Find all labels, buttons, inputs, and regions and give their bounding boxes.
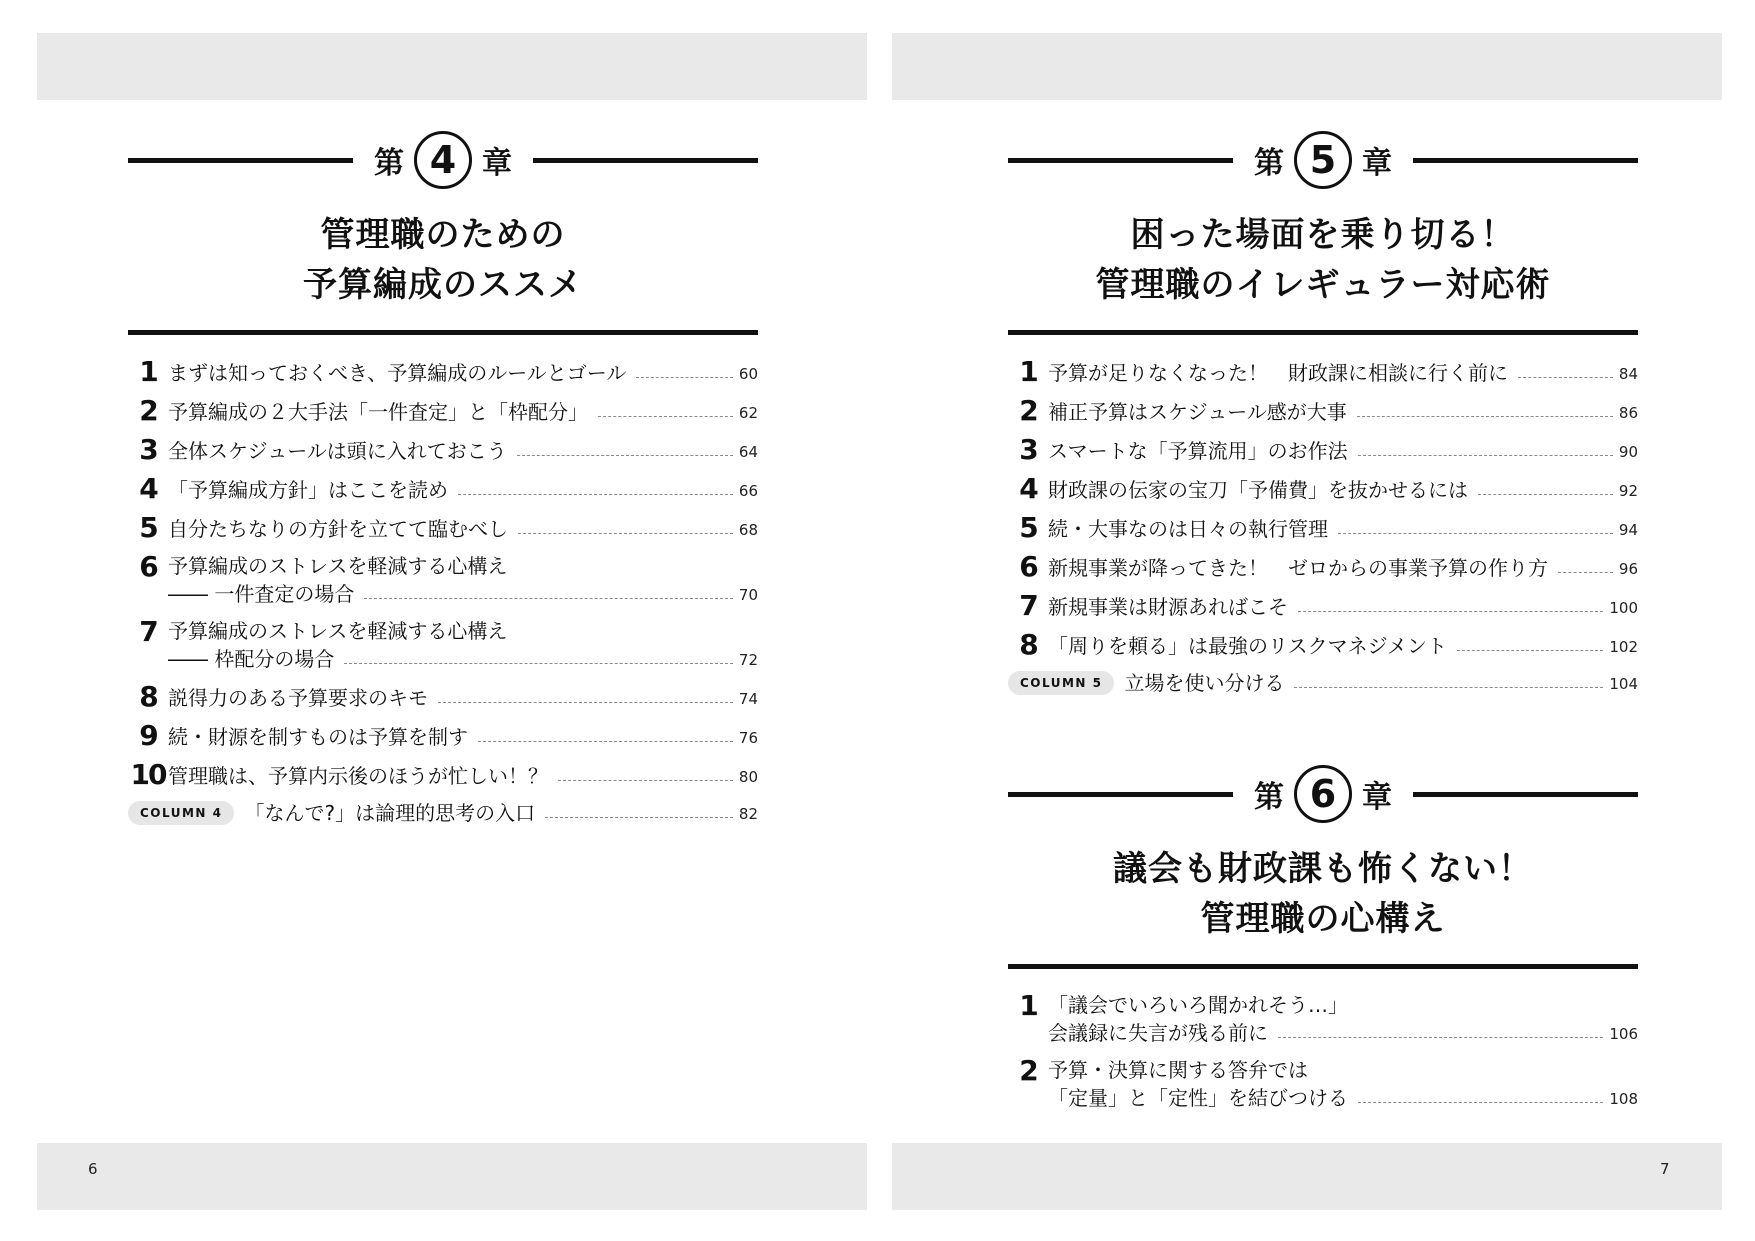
toc-item[interactable]	[128, 721, 758, 751]
toc-item-subtitle: ―― 枠配分の場合	[168, 647, 335, 671]
toc-item-number: 5	[1019, 511, 1037, 544]
chapter-5	[1008, 128, 1638, 706]
toc-item-number: 8	[139, 680, 157, 713]
toc-item-number: 4	[1019, 472, 1037, 505]
toc-item[interactable]	[128, 435, 758, 465]
toc-item-page: 60	[738, 365, 758, 383]
dot-leader	[438, 702, 733, 703]
bottom-band-left	[37, 1143, 867, 1210]
toc-item-title-line1: 予算編成のストレスを軽減する心構え	[168, 554, 508, 578]
toc-item-number: 7	[139, 615, 157, 648]
chapter-title-line: 管理職のイレギュラー対応術	[1095, 265, 1551, 305]
toc-item-number: 3	[139, 433, 157, 466]
toc-item-title: 新規事業が降ってきた！ ゼロからの事業予算の作り方	[1048, 556, 1548, 580]
toc-item-page: 84	[1618, 365, 1638, 383]
chapter-5-toc	[1008, 357, 1638, 697]
chapter-6-toc	[1008, 991, 1638, 1112]
chapter-4-toc	[128, 357, 758, 827]
dot-leader	[545, 817, 733, 818]
toc-item[interactable]	[128, 617, 758, 673]
toc-item-number: 8	[1019, 628, 1037, 661]
dot-leader	[598, 416, 733, 417]
toc-item-page: 72	[738, 651, 758, 669]
chapter-sho: 章	[1362, 780, 1392, 815]
chapter-number-circle: 6	[1294, 765, 1352, 823]
chapter-4-heading	[128, 128, 758, 192]
chapter-title-line: 予算編成のススメ	[303, 265, 583, 305]
toc-item-title-line1: 「議会でいろいろ聞かれそう…」	[1048, 993, 1348, 1017]
toc-item-number: 7	[1019, 589, 1037, 622]
dot-leader	[517, 455, 733, 456]
toc-item-subtitle: 会議録に失言が残る前に	[1048, 1021, 1268, 1045]
toc-item-title: 自分たちなりの方針を立てて臨むべし	[168, 517, 508, 541]
chapter-title-line: 管理職の心構え	[1200, 899, 1446, 939]
toc-item[interactable]	[1008, 1056, 1638, 1112]
toc-item[interactable]	[1008, 591, 1638, 621]
toc-item-number: 5	[139, 511, 157, 544]
chapter-5-title	[1008, 210, 1638, 310]
toc-item-title: 続・大事なのは日々の執行管理	[1048, 517, 1328, 541]
chapter-title-line: 議会も財政課も怖くない！	[1113, 849, 1533, 889]
toc-item-page: 70	[738, 586, 758, 604]
toc-item-title: 財政課の伝家の宝刀「予備費」を抜かせるには	[1048, 478, 1468, 502]
toc-column-title: 「なんで?」は論理的思考の入口	[244, 801, 536, 825]
toc-item-page: 90	[1618, 443, 1638, 461]
toc-item-page: 100	[1609, 599, 1638, 617]
column-badge: COLUMN 4	[128, 801, 234, 825]
toc-item-page: 76	[738, 729, 758, 747]
toc-item-title: スマートな「予算流用」のお作法	[1048, 439, 1348, 463]
chapter-title-rule	[1008, 330, 1638, 335]
chapter-title-line: 管理職のための	[320, 215, 566, 255]
chapter-6	[1008, 762, 1638, 1121]
bottom-band-right	[892, 1143, 1722, 1210]
dot-leader	[1558, 572, 1613, 573]
toc-item[interactable]	[128, 513, 758, 543]
toc-item-page: 66	[738, 482, 758, 500]
page-number-left: 6	[88, 1160, 98, 1178]
dot-leader	[458, 494, 733, 495]
dot-leader	[1357, 416, 1613, 417]
chapter-dai: 第	[1254, 780, 1284, 815]
chapter-sho: 章	[482, 146, 512, 181]
dot-leader	[1358, 1102, 1603, 1103]
toc-item-title: 全体スケジュールは頭に入れておこう	[168, 439, 507, 463]
dot-leader	[478, 741, 733, 742]
page-number-right: 7	[1660, 1160, 1670, 1178]
toc-item-number: 3	[1019, 433, 1037, 466]
column-badge: COLUMN 5	[1008, 671, 1114, 695]
toc-item-page: 106	[1609, 1025, 1638, 1043]
chapter-title-rule	[128, 330, 758, 335]
dot-leader	[1338, 533, 1613, 534]
chapter-title-line: 困った場面を乗り切る！	[1130, 215, 1516, 255]
toc-item-title: 続・財源を制すものは予算を制す	[168, 725, 468, 749]
toc-item-title: まずは知っておくべき、予算編成のルールとゴール	[168, 361, 627, 385]
toc-item-title-line1: 予算・決算に関する答弁では	[1048, 1058, 1308, 1082]
toc-item[interactable]	[1008, 396, 1638, 426]
toc-item-page: 96	[1618, 560, 1638, 578]
toc-item-title: 予算編成の２大手法「一件査定」と「枠配分」	[168, 400, 588, 424]
toc-item-number: 1	[1019, 989, 1037, 1022]
toc-item-page: 94	[1618, 521, 1638, 539]
toc-item[interactable]	[128, 357, 758, 387]
chapter-number-circle: 4	[414, 131, 472, 189]
toc-item[interactable]	[1008, 357, 1638, 387]
toc-item-page: 108	[1609, 1090, 1638, 1108]
toc-item-number: 1	[139, 355, 157, 388]
toc-item-title: 補正予算はスケジュール感が大事	[1048, 400, 1347, 424]
toc-item[interactable]	[1008, 630, 1638, 660]
toc-item-page: 80	[738, 768, 758, 786]
toc-item-number: 1	[1019, 355, 1037, 388]
dot-leader	[558, 780, 733, 781]
chapter-number-circle: 5	[1294, 131, 1352, 189]
top-band-right	[892, 33, 1722, 100]
toc-item-page: 64	[738, 443, 758, 461]
dot-leader	[636, 377, 733, 378]
dot-leader	[364, 598, 733, 599]
dot-leader	[1457, 650, 1603, 651]
toc-item-number: 2	[1019, 1054, 1037, 1087]
toc-item-number: 10	[130, 758, 166, 791]
toc-item-title: 新規事業は財源あればこそ	[1048, 595, 1288, 619]
toc-item-page: 68	[738, 521, 758, 539]
dot-leader	[518, 533, 733, 534]
toc-item-page: 92	[1618, 482, 1638, 500]
chapter-dai: 第	[1254, 146, 1284, 181]
toc-item-title: 説得力のある予算要求のキモ	[168, 686, 428, 710]
chapter-title-rule	[1008, 964, 1638, 969]
toc-item[interactable]	[1008, 435, 1638, 465]
chapter-5-heading	[1008, 128, 1638, 192]
chapter-dai: 第	[374, 146, 404, 181]
dot-leader	[1358, 455, 1613, 456]
toc-item[interactable]	[128, 682, 758, 712]
dot-leader	[1518, 377, 1613, 378]
toc-item-page: 86	[1618, 404, 1638, 422]
toc-item[interactable]	[1008, 474, 1638, 504]
toc-item-page: 62	[738, 404, 758, 422]
toc-item[interactable]	[1008, 552, 1638, 582]
dot-leader	[1478, 494, 1613, 495]
toc-item-number: 6	[1019, 550, 1037, 583]
toc-item[interactable]	[128, 552, 758, 608]
toc-item[interactable]	[128, 474, 758, 504]
toc-item-title: 管理職は、予算内示後のほうが忙しい！？	[168, 764, 548, 788]
chapter-4-title	[128, 210, 758, 310]
dot-leader	[1294, 687, 1603, 688]
toc-item-title: 予算が足りなくなった！ 財政課に相談に行く前に	[1048, 361, 1508, 385]
toc-item-number: 9	[139, 719, 157, 752]
chapter-6-heading	[1008, 762, 1638, 826]
dot-leader	[344, 663, 733, 664]
toc-item-title: 「周りを頼る」は最強のリスクマネジメント	[1048, 634, 1447, 658]
dot-leader	[1278, 1037, 1603, 1038]
dot-leader	[1298, 611, 1603, 612]
toc-item-number: 2	[1019, 394, 1037, 427]
toc-item[interactable]	[1008, 991, 1638, 1047]
chapter-6-title	[1008, 844, 1638, 944]
toc-item-page: 82	[738, 805, 758, 823]
toc-column-item[interactable]	[1008, 669, 1638, 697]
chapter-sho: 章	[1362, 146, 1392, 181]
toc-item-page: 102	[1609, 638, 1638, 656]
toc-item-title-line1: 予算編成のストレスを軽減する心構え	[168, 619, 508, 643]
chapter-4	[128, 128, 758, 836]
toc-item-number: 2	[139, 394, 157, 427]
toc-item-subtitle: 「定量」と「定性」を結びつける	[1048, 1086, 1348, 1110]
top-band-left	[37, 33, 867, 100]
toc-column-title: 立場を使い分ける	[1124, 671, 1285, 695]
toc-item[interactable]	[1008, 513, 1638, 543]
toc-item-page: 74	[738, 690, 758, 708]
toc-item[interactable]	[128, 760, 758, 790]
toc-item-title: 「予算編成方針」はここを読め	[168, 478, 448, 502]
toc-item-page: 104	[1609, 675, 1638, 693]
toc-item-subtitle: ―― 一件査定の場合	[168, 582, 355, 606]
toc-item[interactable]	[128, 396, 758, 426]
toc-item-number: 4	[139, 472, 157, 505]
toc-column-item[interactable]	[128, 799, 758, 827]
toc-item-number: 6	[139, 550, 157, 583]
